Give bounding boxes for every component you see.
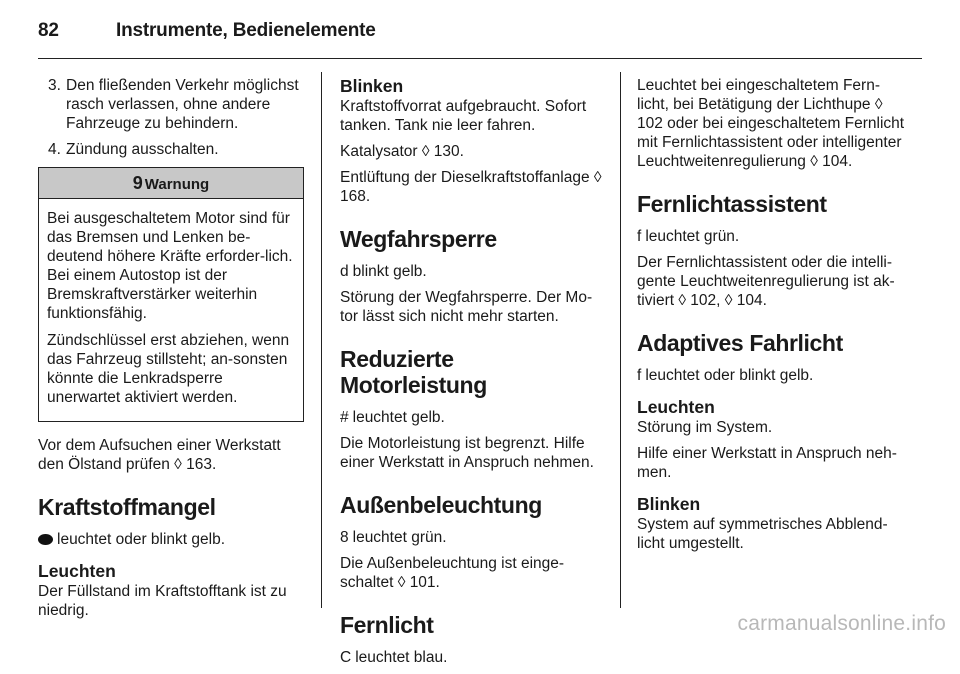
column-2 [340, 76, 606, 674]
paragraph: Leuchtet bei eingeschaltetem Fern-licht, bei Betätigung der Lichthupe ◊ 102 oder bei eingeschaltetem Fernlicht mit Fernlichtassistent oder intelligenter Leuchtweitenregulierung ◊ 104. [637, 77, 905, 170]
status-text: leuchtet oder blinkt gelb. [645, 367, 814, 384]
page-header [38, 20, 376, 42]
status-text: leuchtet oder blinkt gelb. [57, 531, 226, 548]
high-beam-assist-icon: f [637, 228, 642, 245]
paragraph: Hilfe einer Werkstatt in Anspruch neh-men. [637, 445, 897, 481]
column-divider-1 [321, 72, 322, 608]
status-text: leuchtet grün. [352, 529, 447, 546]
subsection-heading: Leuchten [637, 397, 715, 417]
watermark: carmanualsonline.info [737, 612, 946, 635]
warning-paragraph: Zündschlüssel erst abziehen, wenn das Fahrzeug stillsteht; an-sonsten könnte die Lenkradsperre unerwartet aktiviert werden. [47, 332, 290, 406]
fuel-warning-icon [38, 534, 53, 545]
column-divider-2 [620, 72, 621, 608]
paragraph: Katalysator ◊ 130. [340, 143, 464, 160]
paragraph: Die Motorleistung ist begrenzt. Hilfe einer Werkstatt in Anspruch nehmen. [340, 435, 594, 471]
section-heading: Fernlicht [340, 612, 434, 638]
paragraph: Störung im System. [637, 419, 773, 436]
section-heading: Wegfahrsperre [340, 226, 497, 252]
warning-title: Warnung [144, 176, 210, 193]
paragraph: Störung der Wegfahrsperre. Der Mo-tor lässt sich nicht mehr starten. [340, 289, 593, 325]
page-number: 82 [38, 20, 59, 41]
section-heading: Außenbeleuchtung [340, 492, 542, 518]
page-title: Instrumente, Bedienelemente [116, 20, 376, 41]
list-item [38, 76, 304, 133]
list-number: 4. [48, 141, 61, 158]
status-text: leuchtet grün. [645, 228, 740, 245]
section-heading: Adaptives Fahrlicht [637, 330, 843, 356]
paragraph: Vor dem Aufsuchen einer Werkstatt den Ölstand prüfen ◊ 163. [38, 437, 281, 473]
immobilizer-icon: d [340, 263, 349, 280]
status-text: leuchtet blau. [355, 649, 448, 666]
status-text: blinkt gelb. [352, 263, 427, 280]
list-number: 3. [48, 77, 61, 94]
subsection-heading: Blinken [340, 76, 404, 96]
subsection-heading: Leuchten [38, 561, 116, 581]
engine-power-icon: # [340, 409, 349, 426]
list-item [38, 140, 304, 159]
section-heading: Fernlichtassistent [637, 191, 827, 217]
warning-icon: 9 [132, 173, 143, 193]
paragraph: Die Außenbeleuchtung ist einge-schaltet ◊ 101. [340, 555, 565, 591]
list-text: Zündung ausschalten. [66, 141, 219, 158]
warning-paragraph: Bei ausgeschaltetem Motor sind für das Bremsen und Lenken be-deutend höhere Kräfte erforder-lich. Bei einem Autostop ist der Bremskraftverstärker weiterhin funktionsfähig. [47, 210, 293, 322]
section-heading: Reduzierte Motorleistung [340, 346, 487, 398]
paragraph: System auf symmetrisches Abblend-licht umgestellt. [637, 516, 888, 552]
subsection-heading: Blinken [637, 494, 701, 514]
status-text: leuchtet gelb. [352, 409, 445, 426]
warning-box [38, 167, 304, 422]
warning-header [39, 168, 303, 199]
step-list [38, 76, 304, 159]
paragraph: Der Füllstand im Kraftstofftank ist zu niedrig. [38, 583, 287, 619]
section-heading: Kraftstoffmangel [38, 494, 216, 520]
header-rule [38, 58, 922, 59]
high-beam-icon: C [340, 649, 352, 666]
column-1 [38, 76, 304, 627]
column-3 [637, 76, 907, 560]
paragraph: Der Fernlichtassistent oder die intelli-gente Leuchtweitenregulierung ist ak-tiviert ◊ 102, ◊ 104. [637, 254, 895, 309]
warning-body [39, 199, 303, 421]
paragraph: Entlüftung der Dieselkraftstoffanlage ◊ 168. [340, 169, 602, 205]
adaptive-light-icon: f [637, 367, 642, 384]
list-text: Den fließenden Verkehr möglichst rasch verlassen, ohne andere Fahrzeuge zu behindern. [66, 77, 299, 132]
paragraph: Kraftstoffvorrat aufgebraucht. Sofort tanken. Tank nie leer fahren. [340, 98, 587, 134]
exterior-light-icon: 8 [340, 529, 349, 546]
